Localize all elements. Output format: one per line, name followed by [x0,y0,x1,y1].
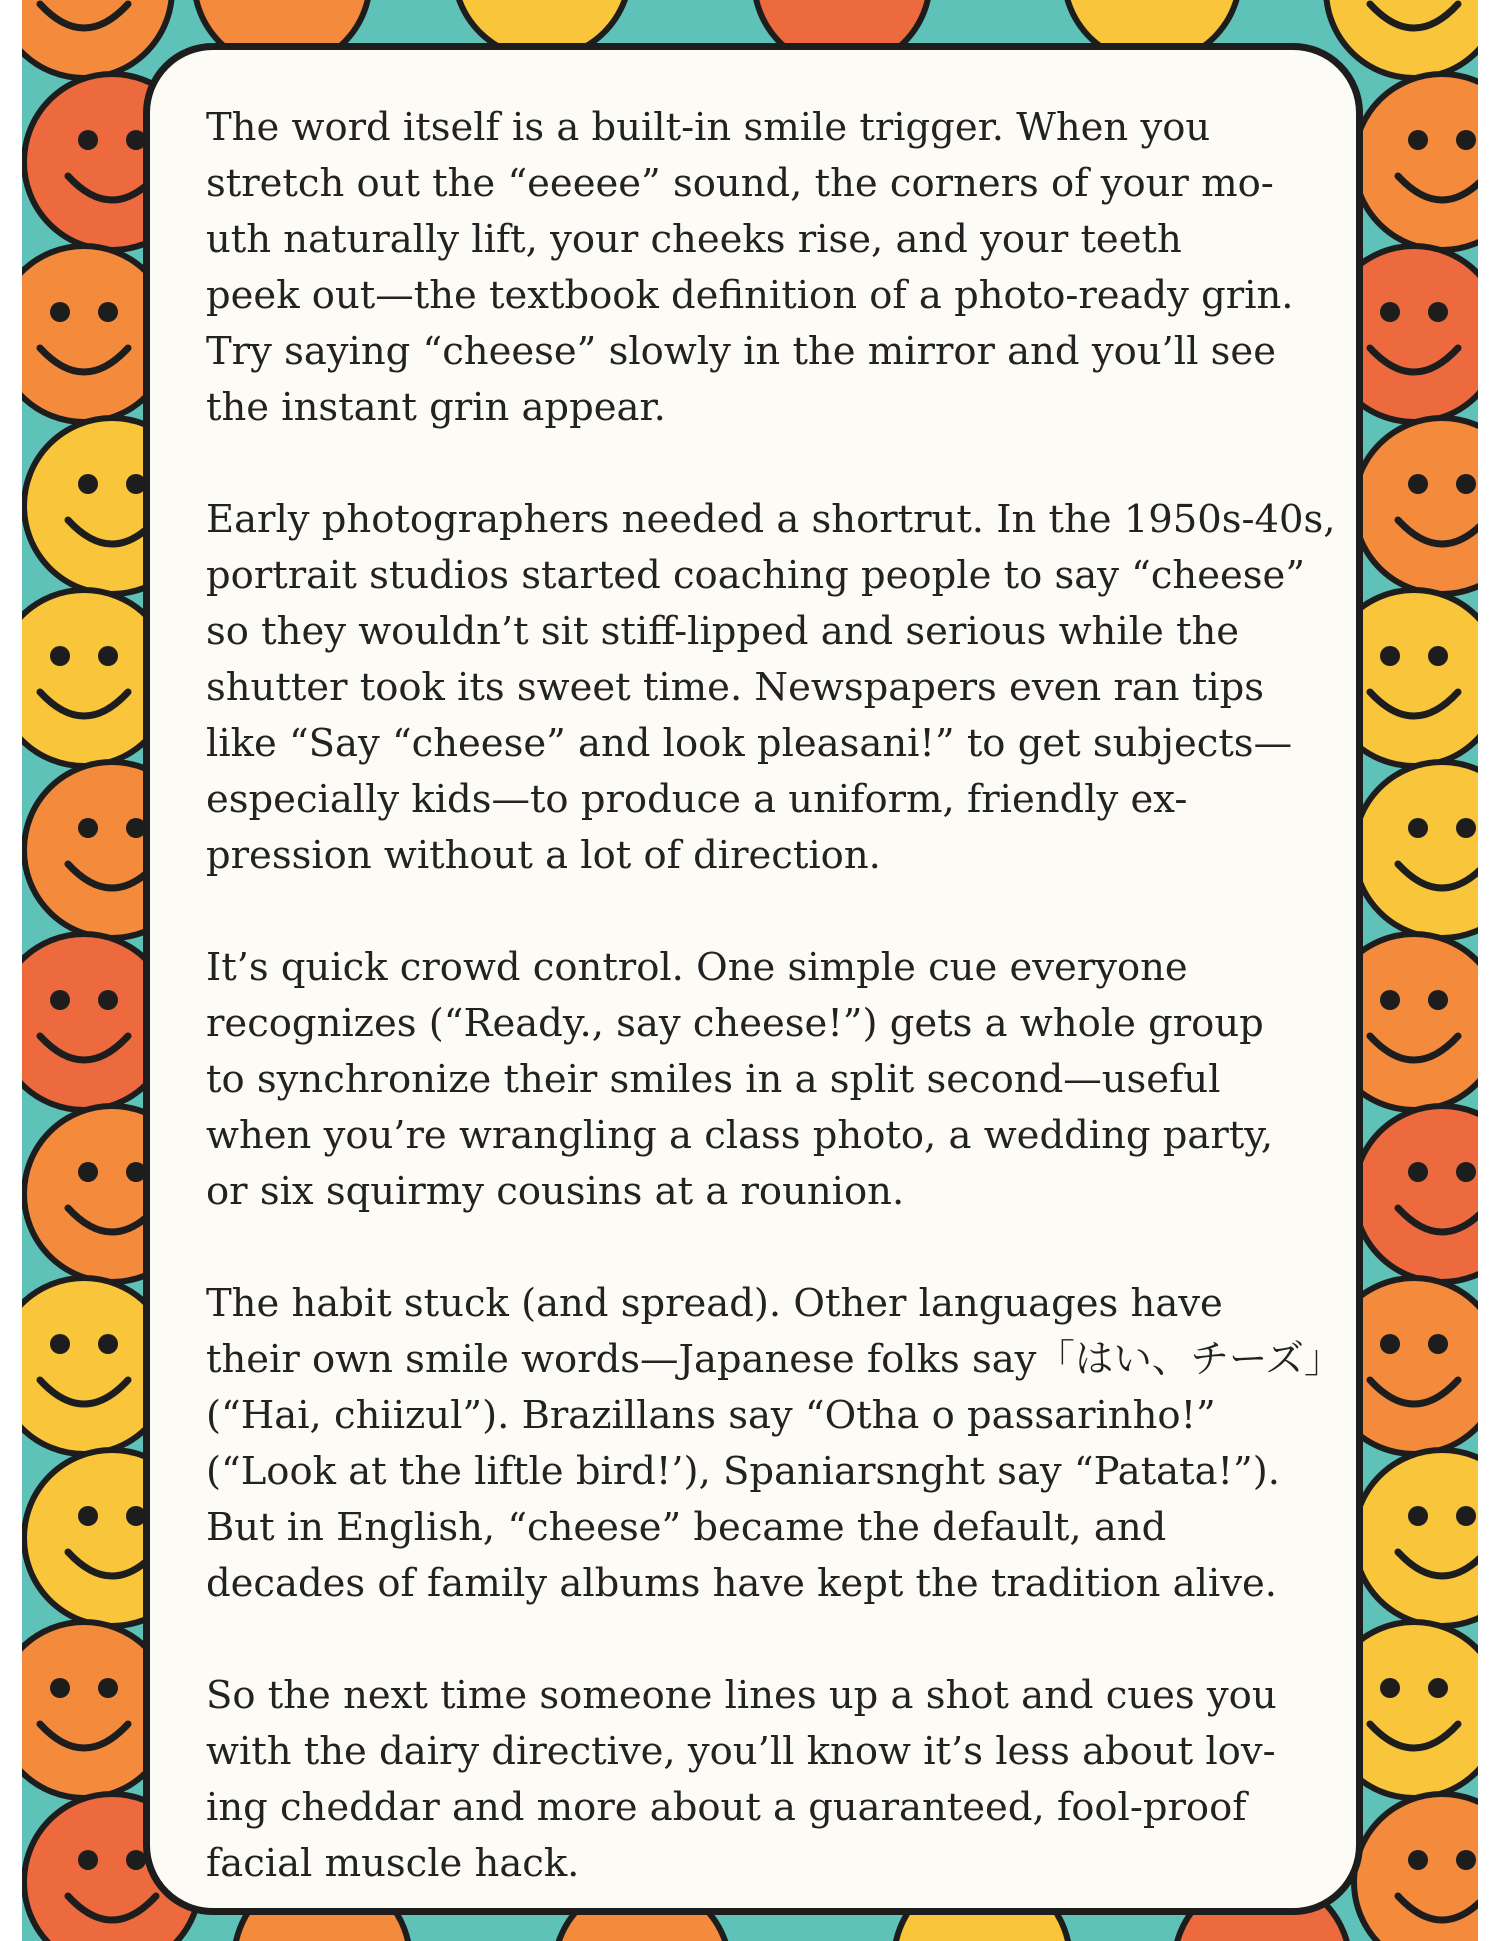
smiley-face-icon [1354,1450,1478,1626]
text-line: So the next time someone lines up a shot and cues you [206,1673,1277,1718]
smiley-face-icon [1326,0,1478,78]
text-line: portrait studios started coaching people to say “cheese” [206,553,1306,598]
smiley-face-icon [1354,418,1478,594]
text-line: Early photographers needed a shortrut. In the 1950s-40s, [206,497,1336,542]
text-line: ing cheddar and more about a guaranteed, fool-proof [206,1785,1247,1830]
paragraph-5 [206,1668,1356,1892]
text-line: shutter took its sweet time. Newspapers even ran tips [206,665,1264,710]
text-line: Try saying “cheese” slowly in the mirror and you’ll see [206,329,1276,374]
text-line: (“Hai, chiizul”). Brazillans say “Otha o passarinho!” [206,1393,1216,1438]
text-line: with the dairy directive, you’ll know it’s less about lov- [206,1729,1276,1774]
text-line: pression without a lot of direction. [206,833,881,878]
text-line: the instant grin appear. [206,385,666,430]
article-card [143,43,1363,1915]
text-line: especially kids—to produce a uniform, friendly ex- [206,777,1188,822]
text-line: their own smile words—Japanese folks say「はい、チーズ」 [206,1337,1343,1382]
text-line: facial muscle hack. [206,1841,580,1886]
text-line: (“Look at the liftle bird!’), Spaniarsnght say “Patata!”). [206,1449,1280,1494]
text-line: to synchronize their smiles in a split second—useful [206,1057,1221,1102]
paragraph-3 [206,940,1356,1220]
text-line: like “Say “cheese” and look pleasani!” to get subjects— [206,721,1293,766]
paragraph-4 [206,1276,1356,1612]
text-line: It’s quick crowd control. One simple cue everyone [206,945,1188,990]
text-line: when you’re wrangling a class photo, a wedding party, [206,1113,1274,1158]
text-line: uth naturally lift, your cheeks rise, and your teeth [206,217,1182,262]
text-line: or six squirmy cousins at a rounion. [206,1169,905,1214]
smiley-face-icon [22,0,172,78]
paragraph-2 [206,492,1356,884]
text-line: stretch out the “eeeee” sound, the corners of your mo- [206,161,1274,206]
smiley-face-icon [1354,1794,1478,1941]
smiley-face-icon [1354,74,1478,250]
text-line: The habit stuck (and spread). Other languages have [206,1281,1223,1326]
smiley-face-icon [1354,1106,1478,1282]
text-line: The word itself is a built-in smile trigger. When you [206,105,1211,150]
paragraph-1 [206,100,1356,436]
text-line: peek out—the textbook definition of a photo-ready grin. [206,273,1294,318]
text-line: decades of family albums have kept the tradition alive. [206,1561,1277,1606]
text-line: so they wouldn’t sit stiff-lipped and serious while the [206,609,1240,654]
text-line: recognizes (“Ready., say cheese!”) gets a whole group [206,1001,1264,1046]
text-line: But in English, “cheese” became the default, and [206,1505,1167,1550]
smiley-face-icon [1354,762,1478,938]
